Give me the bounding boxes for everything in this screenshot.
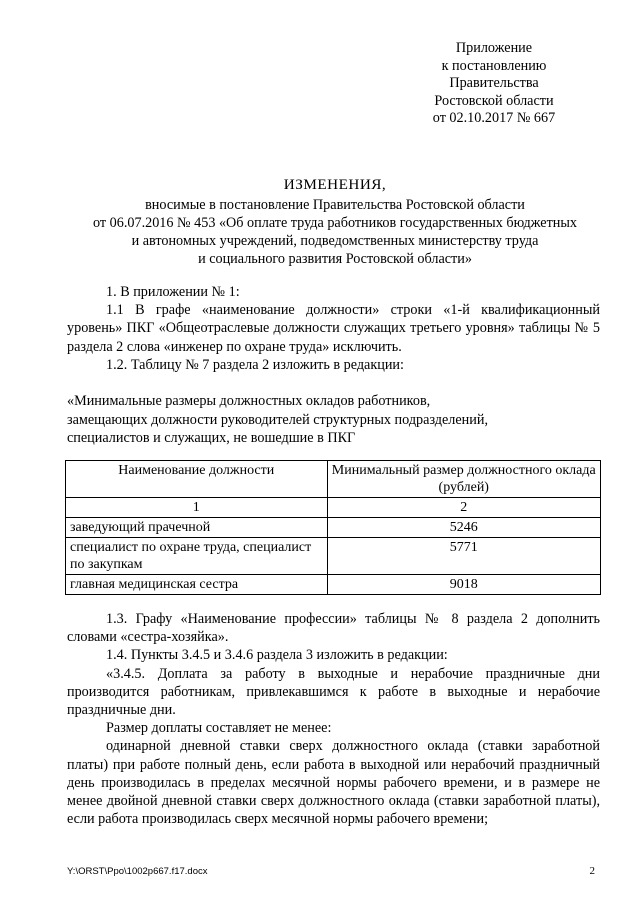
paragraph-1-2: 1.2. Таблицу № 7 раздела 2 изложить в редакции: (106, 356, 404, 373)
document-heading (60, 176, 610, 268)
position-name: заведующий прачечной (66, 518, 328, 538)
paragraph-3-4-5: «3.4.5. Доплата за работу в выходные и нерабочие праздничные дни производится работникам, привлекавшимся к работе в выходные и нерабочие праздничные дни. (67, 665, 600, 719)
quote-title (67, 392, 600, 448)
table-header-row (66, 461, 601, 498)
header-cell-salary: Минимальный размер должностного оклада (рублей) (327, 461, 600, 498)
appendix-line: Приложение (455, 40, 533, 56)
table-row (66, 575, 601, 595)
quote-line: специалистов и служащих, не вошедшие в ПКГ (67, 430, 356, 447)
salary-table (65, 460, 601, 595)
paragraph-1-4: 1.4. Пункты 3.4.5 и 3.4.6 раздела 3 изложить в редакции: (106, 647, 448, 664)
index-cell: 2 (327, 498, 600, 518)
heading-line: вносимые в постановление Правительства Ростовской области (145, 197, 525, 213)
index-cell: 1 (66, 498, 328, 518)
quote-line: замещающих должности руководителей структурных подразделений, (67, 411, 489, 428)
table-row (66, 538, 601, 575)
paragraph-1-3: 1.3. Графу «Наименование профессии» таблицы № 8 раздела 2 дополнить словами «сестра-хозяйка». (67, 611, 600, 646)
appendix-block (405, 40, 583, 128)
table-row (66, 518, 601, 538)
table-index-row (66, 498, 601, 518)
header-cell-name: Наименование должности (66, 461, 328, 498)
position-name: специалист по охране труда, специалист по закупкам (66, 538, 328, 575)
heading-line: и социального развития Ростовской области» (198, 251, 472, 267)
salary-value: 9018 (327, 575, 600, 595)
appendix-line: к постановлению (441, 57, 547, 74)
appendix-line: от 02.10.2017 № 667 (432, 110, 556, 126)
salary-value: 5771 (327, 538, 600, 575)
heading-title: ИЗМЕНЕНИЯ, (283, 176, 387, 193)
quote-line: «Минимальные размеры должностных окладов работников, (67, 393, 431, 410)
paragraph-size: Размер доплаты составляет не менее: (106, 720, 332, 737)
appendix-line: Правительства (449, 75, 539, 91)
appendix-line: Ростовской области (434, 92, 554, 109)
paragraph-single-rate: одинарной дневной ставки сверх должностного оклада (ставки заработной платы) при работе полный день, если работа в выходной или нерабочий праздничный день производилась в пределах месячной нормы рабочего времени, и в размере не менее двойной дневной ставки сверх должностного оклада (ставки заработной платы), если работа производилась сверх месячной нормы рабочего времени; (67, 738, 600, 828)
paragraph-1-1: 1.1 В графе «наименование должности» строки «1-й квалификационный уровень» ПКГ «Общеотраслевые должности служащих третьего уровня» таблицы № 5 раздела 2 слова «инженер по охране труда» исключить. (67, 302, 600, 355)
page-number: 2 (589, 865, 595, 877)
document-body-continued (67, 610, 600, 828)
heading-line: и автономных учреждений, подведомственных министерству труда (131, 233, 539, 249)
document-body (67, 283, 600, 448)
salary-value: 5246 (327, 518, 600, 538)
heading-line: от 06.07.2016 № 453 «Об оплате труда работников государственных бюджетных (93, 215, 577, 231)
paragraph-1: 1. В приложении № 1: (106, 284, 240, 300)
file-path: Y:\ORST\Ppo\1002p667.f17.docx (67, 866, 208, 877)
position-name: главная медицинская сестра (66, 575, 328, 595)
